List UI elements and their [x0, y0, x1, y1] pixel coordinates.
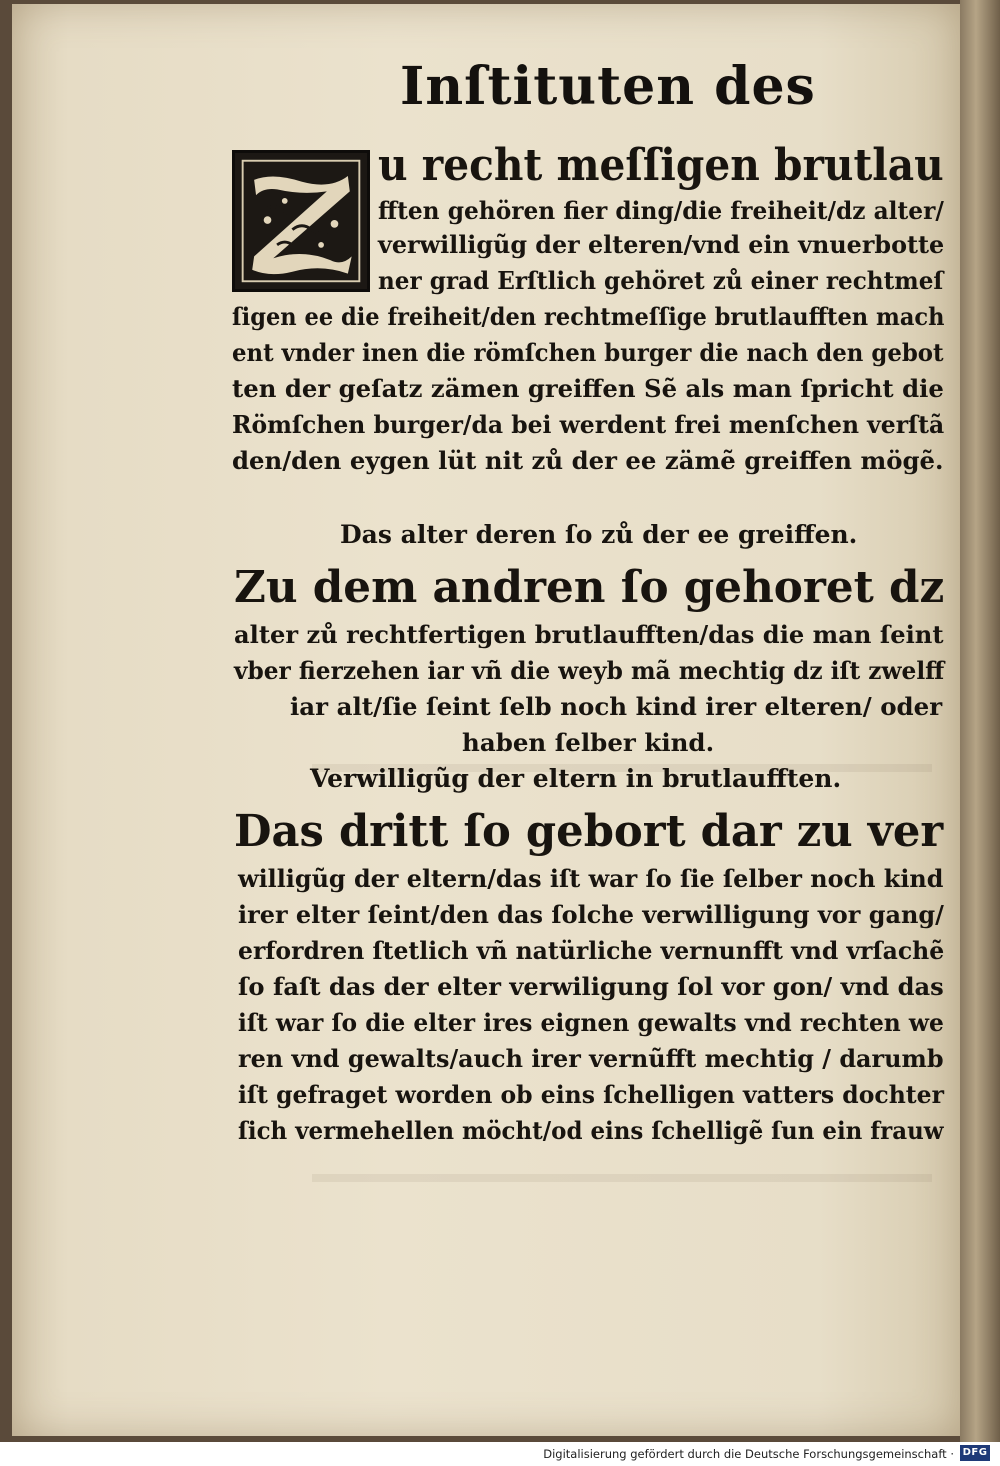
- text-line: haben ſelber kind.: [462, 728, 715, 757]
- text-line: iſt war ſo die elter ires eignen gewalts vnd rechten we: [238, 1008, 944, 1037]
- text-line: fften gehören fier ding/die freiheit/dz alter/: [378, 196, 944, 225]
- text-line: vber fierzehen iar vñ die weyb mã mechtig dz iſt zwelff: [234, 656, 945, 685]
- text-line: ent vnder inen die römſchen burger die nach den gebot: [232, 338, 944, 367]
- text-line: irer elter ſeint/den das ſolche verwilligung vor gang/: [238, 900, 944, 929]
- text-line: Römſchen burger/da bei werdent frei menſchen verſtã: [232, 410, 945, 439]
- section-heading: Das alter deren ſo zů der ee greiffen.: [340, 520, 858, 549]
- funding-notice: Digitalisierung gefördert durch die Deutsche Forschungsgemeinschaft ·: [543, 1447, 954, 1461]
- text-line: erfordren ſtetlich vñ natürliche vernunfft vnd vrſachẽ: [238, 936, 945, 965]
- book-edge: [960, 0, 1000, 1442]
- section-lead: Das dritt ſo gebort dar zu ver: [234, 806, 944, 857]
- section-heading: Verwilligũg der eltern in brutlaufften.: [310, 764, 842, 793]
- text-line: ren vnd gewalts/auch irer vernũfft mechtig / darumb: [238, 1044, 944, 1073]
- page-title: Inſtituten des: [400, 56, 816, 117]
- text-line: willigũg der eltern/das iſt war ſo ſie ſelber noch kind: [238, 864, 944, 893]
- text-line: iſt gefraget worden ob eins ſchelligen vatters dochter: [238, 1080, 944, 1109]
- text-line: ten der geſatz zämen greiffen Sẽ als man ſpricht die: [232, 374, 944, 403]
- dfg-logo-icon: DFG: [960, 1445, 990, 1461]
- text-line: ſigen ee die freiheit/den rechtmeſſige brutlaufften mach: [232, 302, 945, 331]
- text-line: verwilligũg der elteren/vnd ein vnuerbotte: [378, 230, 945, 259]
- text-line: iar alt/ſie ſeint ſelb noch kind irer elteren/ oder: [290, 692, 943, 721]
- text-line: den/den eygen lüt nit zů der ee zämẽ greiffen mögẽ.: [232, 446, 944, 475]
- section-lead: Zu dem andren ſo gehoret dz: [234, 562, 945, 613]
- text-line: ſich vermehellen möcht/od eins ſchelligẽ ſun ein frauw: [238, 1116, 944, 1145]
- text-line: u recht meſſigen brutlau: [378, 140, 944, 191]
- text-line: alter zů rechtfertigen brutlaufften/das die man ſeint: [234, 620, 944, 649]
- decorated-initial-z: [232, 150, 370, 292]
- text-line: ner grad Erſtlich gehöret zů einer rechtmeſ: [378, 266, 944, 295]
- text-line: ſo faſt das der elter verwiligung ſol vor gon/ vnd das: [238, 972, 944, 1001]
- drop-cap-ornament-icon: [235, 153, 367, 289]
- ink-bleed: [312, 1174, 932, 1182]
- footer-bar: [0, 1442, 1000, 1466]
